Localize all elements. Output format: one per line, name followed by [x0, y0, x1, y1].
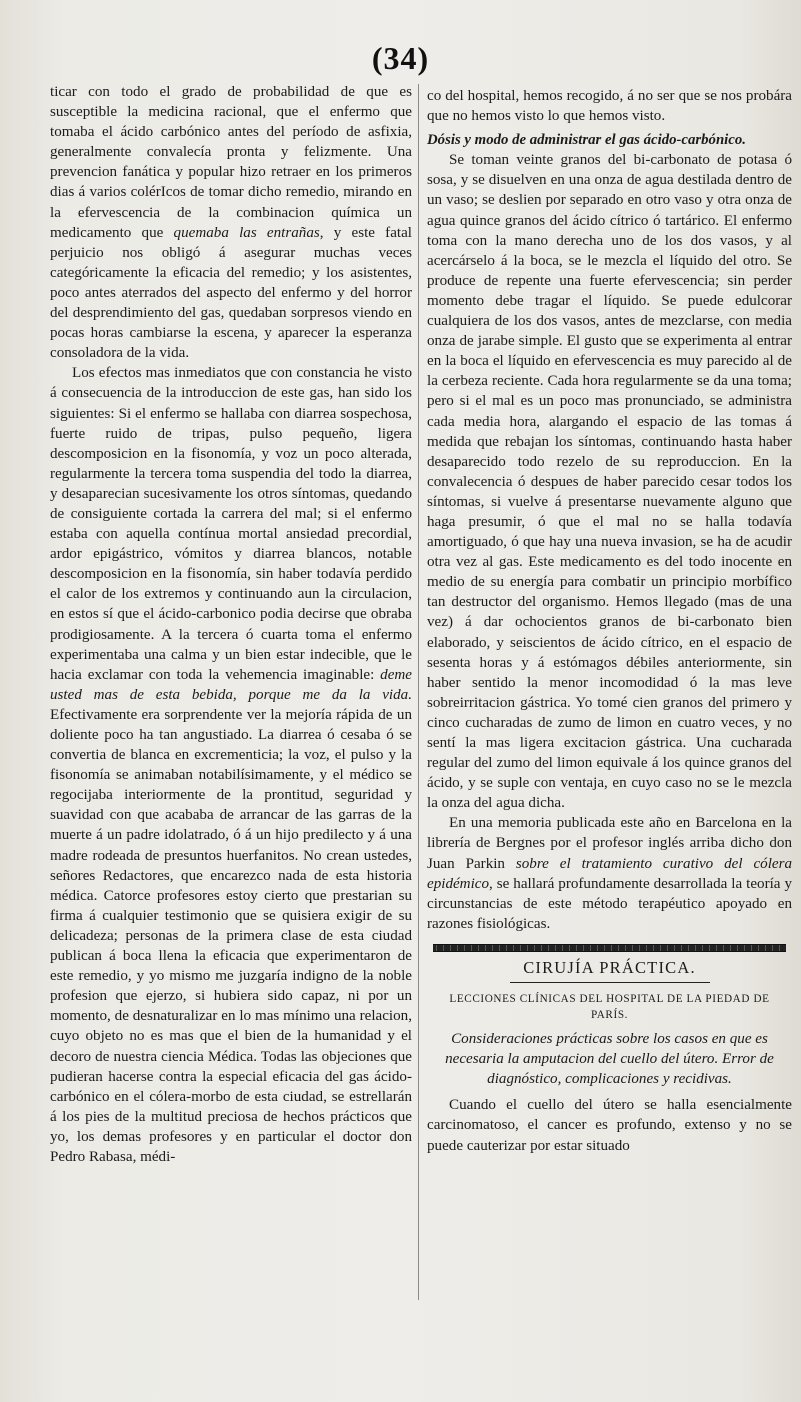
ornamental-rule [433, 944, 786, 952]
section-title: CIRUJÍA PRÁCTICA. [523, 957, 696, 977]
italic-text: quemaba las entrañas [173, 224, 320, 241]
text-run: Efectivamente era sorprendente ver la mejoría rápida de un doliente poco ha tan angustiado. La diarrea ó cesaba ó se convertia de blanca en excrementicia; la voz, el pulso y la fisonomía se animaban notabilísimamente, y el médico se regocijaba interiormente de la prontitud, seguridad y suavidad con que acababa de arrancar de las garras de la muerte á un padre idolatrado, ó á un hijo predilecto y á una madre rodeada de presuntos huerfanitos. No crean ustedes, señores Redactores, que encarezco nada de esta historia médica. Catorce profesores estoy cierto que prestarian su firma á cualquier testimonio que se quisiera exigir de su delicadeza; personas de la primera clase de esta ciudad publican á boca llena la eficacia que experimentaron de este remedio, y yo mismo me juzgaría indigno de la noble profesion que ejerzo, si hubiera sido capaz, ni por un momento, de desnaturalizar en lo mas mínimo una relacion, cuyo objeto no es mas que el bien de la humanidad y el decoro de nuestra ciencia Médica. Todas las objeciones que pudieran hacerse contra la especial eficacia del gas ácido-carbónico en el cólera-morbo de esta ciudad, se estrellarán á los pies de la multitud preciosa de hechos prácticos que yo, los demas profesores y en particular el doctor don Pedro Rabasa, médi- [50, 706, 412, 1165]
subheading: Dósis y modo de administrar el gas ácido-carbónico. [427, 132, 746, 149]
lecture-heading: LECCIONES CLÍNICAS DEL HOSPITAL DE LA PIEDAD DE PARÍS. [449, 993, 770, 1022]
paragraph: Se toman veinte granos del bi-carbonato de potasa ó sosa, y se disuelven en una onza de agua destilada dentro de un vaso; se deslien por separado en otro vaso y otra onza de agua quince granos del ácido cítrico ó tartárico. El enfermo toma con la mano derecha uno de los dos vasos, y al acercárselo á la boca, se le mezcla el líquido del otro. Se produce de repente una fuerte efervescencia; sin perder momento debe tragar el líquido. Se puede edulcorar cualquiera de los dos vasos, antes de mezclarse, con media onza de jarabe simple. El gusto que se experimenta al entrar en la boca el líquido en efervescencia es muy parecido al de la cerbeza reciente. Cada hora regularmente se da una toma; pero si el mal es un poco mas pronunciado, se administra cada media hora, alargando el espacio de las tomas á medida que rebajan los síntomas, continuando hasta haber desaparecido todo rezelo de su reproduccion. En la convalecencia ó despues de haber parecido cesar todos los síntomas, si vuelve á presentarse nuevamente alguno que haga presumir, ó que el mal no se halla todavía amortiguado, ó que hay una nueva invasion, se ha de acudir otra vez al gas. Este medicamento es del todo inocente en medio de su energía para combatir un principio morbífico tan destructor del organismo. Hemos llegado (mas de una vez) á dar ochocientos granos de bi-carbonato bien elaborado, y seiscientos de ácido cítrico, en el espacio de sesenta horas y á estómagos débiles anteriormente, sin haber sentido la menor incomodidad ó la mas leve sobreirritacion gástrica. Yo tomé cien granos del primero y cinco cucharadas de zumo de limon en cuatro veces, y no sentí la mas ligera excitacion gástrica. Una cucharada regular del zumo del limon equivale á los quince granos del ácido, y se suple con ventaja, en cuyo caso no se le mezcla la onza del agua dicha. [427, 152, 792, 812]
text-run: , y este fatal perjuicio nos obligó á asegurar muchas veces categóricamente la eficacia del remedio; y los asistentes, poco antes aterrados del aspecto del enfermo y del horror del desprendimiento del gas, quedaban sorpresos viendo en pocas horas cambiarse la escena, y aparecer la esperanza consoladora de la vida. [50, 224, 412, 362]
paragraph: co del hospital, hemos recogido, á no ser que se nos probára que no hemos visto lo que hemos visto. [427, 88, 792, 125]
lecture-subtitle: Consideraciones prácticas sobre los casos en que es necesaria la amputacion del cuello del útero. Error de diagnóstico, complicaciones y recidivas. [445, 1031, 774, 1088]
paragraph [50, 363, 412, 1167]
column-divider [418, 84, 419, 1300]
text-run: ticar con todo el grado de probabilidad de que es susceptible la medicina racional, que el enfermo que tomaba el ácido carbónico antes del período de asfixia, generalmente convalecía pronta y felizmente. Una prevencion fanática y popular hizo retraer en los primeros dias á varios colérIcos de tomar dicho remedio, mirando en la efervescencia de la combinacion química un medicamento que [50, 84, 412, 241]
paragraph [427, 813, 792, 934]
page-number: (34) [371, 40, 430, 76]
text-run: , se hallará profundamente desarrollada la teoría y circunstancias de este método terapéutico apoyado en razones fisiológicas. [427, 875, 792, 932]
divider [510, 982, 710, 983]
paragraph [50, 82, 412, 363]
italic-title: sobre el tratamiento curativo del cólera epidémico [427, 855, 793, 892]
italic-quote: deme usted mas de esta bebida, porque me da la vida. [50, 666, 412, 703]
text-run: En una memoria publicada este año en Barcelona en la librería de Bergnes por el profesor inglés arriba dicho don Juan Parkin [427, 815, 792, 872]
left-column [50, 82, 412, 1167]
right-column [427, 86, 792, 1156]
paragraph: Cuando el cuello del útero se halla esencialmente carcinomatoso, el cancer es profundo, extenso y no se puede cauterizar por estar situado [427, 1097, 792, 1154]
text-run: Los efectos mas inmediatos que con constancia he visto á consecuencia de la introduccion de este gas, han sido los siguientes: Si el enfermo se hallaba con diarrea sospechosa, fuerte ruido de tripas, pulso pequeño, ligera descomposicion en la fisonomía, y voz un poco alterada, regularmente la tercera toma suspendia del todo la diarrea, y desaparecian sucesivamente los otros síntomas, quedando de consiguiente cortada la carrera del mal; si el enfermo estaba con aquella contínua mortal ansiedad precordial, ardor epigástrico, vómitos y diarrea blancos, notable descomposicion en la fisonomía, sin haber todavía perdido el calor de los extremos y continuando aun la circulacion, en estos sí que el ácido-carbonico podia decirse que obraba prodigiosamente. A la tercera ó cuarta toma el enfermo experimentaba una calma y un bien estar indecible, que le hacia exclamar con toda la vehemencia imaginable: [50, 365, 412, 683]
